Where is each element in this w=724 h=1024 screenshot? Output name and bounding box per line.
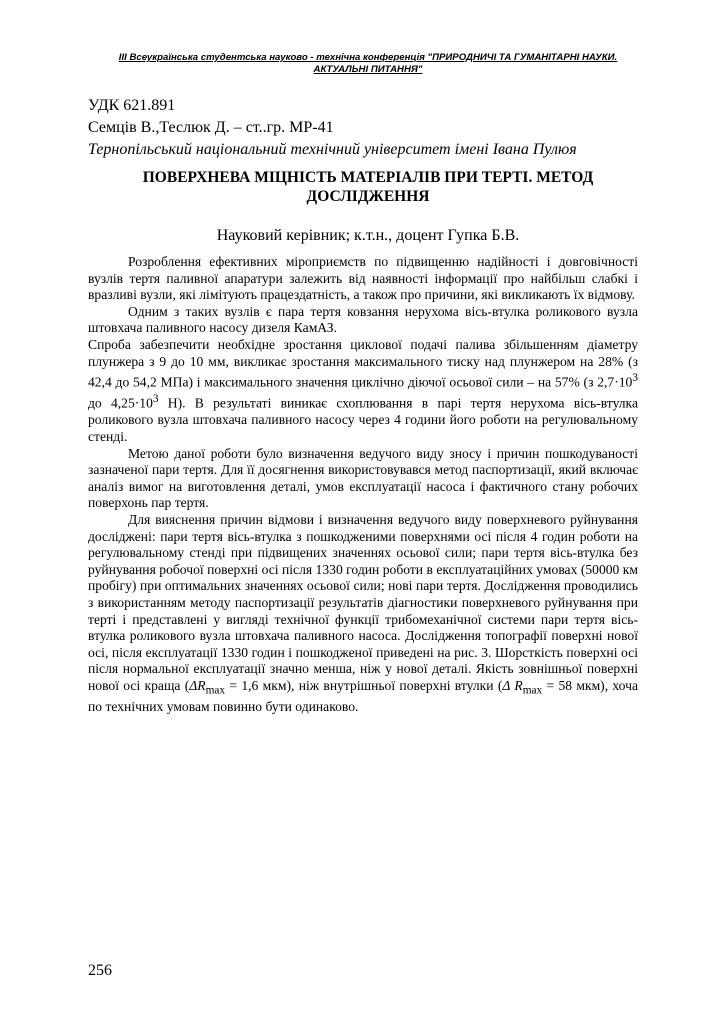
exponent-2: 3 (152, 393, 159, 406)
paper-title-line2: ДОСЛІДЖЕННЯ (306, 188, 430, 205)
paragraph-5-part-a: Для вияснення причин відмови і визначення ведучого виду поверхневого руйнування досліджені: пари тертя вісь-втулка з пошкодженими поверхнями осі після 4 годин роботи на регулювальному стенді при підвищених значеннях осьової сили; пари тертя вісь-втулка без руйнування робочої поверхні осі після 1330 годин роботи в експлуатаційних умовах (50000 км пробігу) при оптимальних значеннях осьової сили; нові пари тертя. Дослідження проводились з використанням методу паспортизації результатів діагностики поверхневого руйнування при терті і представлені у вигляді технічної функції трибомеханічної системи пари тертя вісь-втулка роликового вузла штовхача паливного насоса. Дослідження топографії поверхні нової осі, після експлуатації 1330 годин і пошкодженої приведені на рис. 3. Шорсткість поверхні осі після нормальної експлуатації значно менша, ніж у нової деталі. Якість зовнішньої поверхні нової осі краща ( (88, 511, 638, 693)
paragraph-4: Метою даної роботи було визначення ведучого виду зносу і причин пошкодуваності зазначеної пари тертя. Для її досягнення використовувався метод паспортизації, який включає аналіз вимог на виготовлення деталі, умов експлуатації насоса і фактичного стану робочих поверхонь пар тертя. (88, 445, 638, 511)
paragraph-3-part-b: до 4,25·10 (88, 395, 153, 411)
paragraph-3-part-c: Н). В результаті виникає схоплювання в парі тертя нерухома вісь-втулка роликового вузла штовхача паливного насосу через 4 години його роботи на регулювальному стенді. (88, 395, 638, 444)
paragraph-3 (88, 337, 638, 446)
exponent-1: 3 (632, 372, 638, 385)
page-number: 256 (88, 962, 112, 979)
conference-header-line1: ІІІ Всеукраїнська студентська науково - технічна конференція "ПРИРОДНИЧІ ТА ГУМАНІТАРНІ НАУКИ. (118, 52, 618, 63)
paragraph-5-part-b: ), ніж внутрішньої поверхні втулки ( (286, 677, 503, 693)
paragraph-1: Розроблення ефективних міроприємств по підвищенню надійності і довговічності вузлів тертя паливної апаратури залежить від наявності інформації про найбільш слабкі і вразливі вузли, які лімітують працездатність, а також про причини, які викликають їх відмову. (88, 254, 638, 303)
paragraph-5 (88, 512, 638, 716)
paper-title-line1: ПОВЕРХНЕВА МІЦНІСТЬ МАТЕРІАЛІВ ПРИ ТЕРТІ. МЕТОД (142, 169, 594, 186)
authors: Семців В.,Теслюк Д. – ст..гр. МР-41 (88, 119, 334, 136)
conference-header-line2: АКТУАЛЬНІ ПИТАННЯ" (313, 64, 423, 75)
paper-title (88, 168, 648, 206)
udk-code: УДК 621.891 (88, 97, 176, 114)
formula-1-value: = 1,6 мкм (225, 677, 287, 693)
paragraph-2: Одним з таких вузлів є пара тертя ковзання нерухома вісь-втулка роликового вузла штовхача паливного насосу дизеля КамАЗ. (88, 303, 638, 336)
formula-1-symbol: ΔR (189, 677, 206, 693)
affiliation: Тернопільський національний технічний університет імені Івана Пулюя (88, 141, 577, 158)
conference-header (88, 52, 648, 76)
paragraph-5-part-c: ), хоча по технічних умовам повинно бути одинаково. (88, 677, 638, 715)
formula-2-value: = 58 мкм (542, 677, 601, 693)
supervisor: Науковий керівник; к.т.н., доцент Гупка Б.В. (216, 227, 520, 244)
formula-2-symbol: Δ R (502, 677, 523, 693)
paragraph-3-part-a: Спроба забезпечити необхідне зростання циклової подачі палива збільшенням діаметру плунжера з 9 до 10 мм, викликає зростання максимального тиску над плунжером на 28% (з 42,4 до 54,2 МПа) і максимального значення циклічно діючої осьової сили – на 57% (з 2,7·10 (88, 336, 638, 390)
body-text (88, 254, 638, 716)
formula-2-subscript: max (522, 684, 543, 697)
formula-1-subscript: max (205, 684, 226, 697)
